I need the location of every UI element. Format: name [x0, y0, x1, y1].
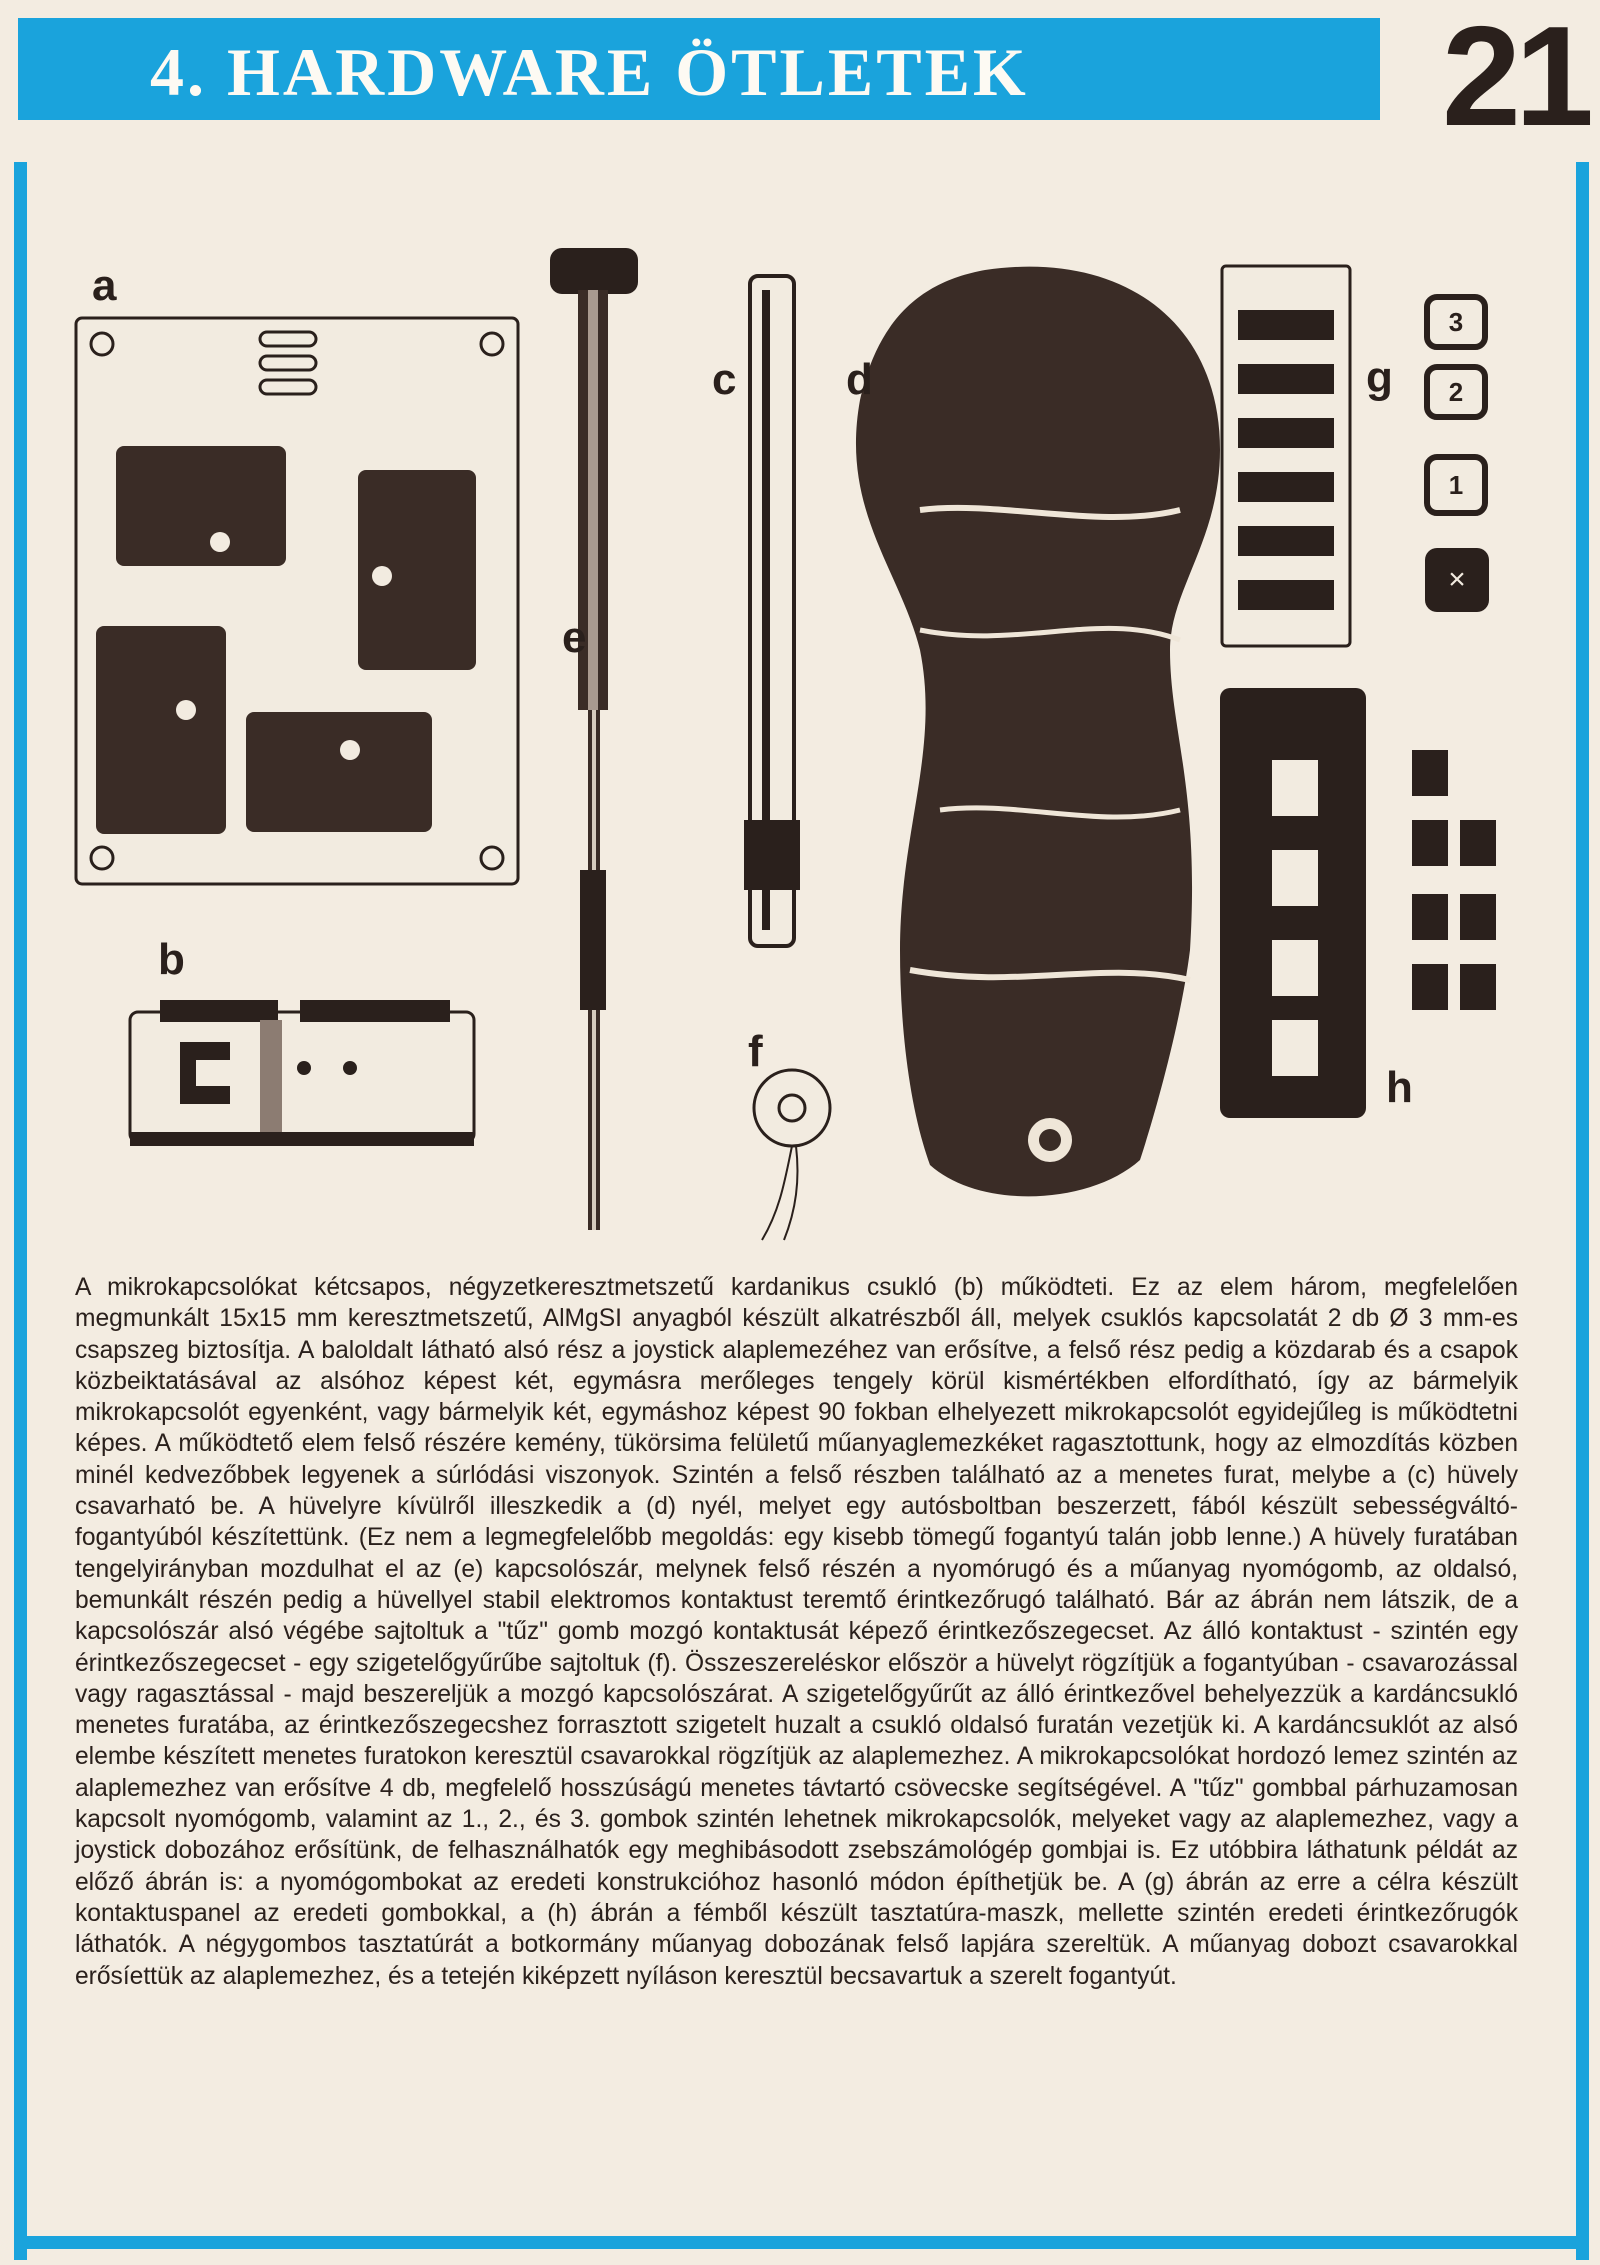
insulator-ring-illustration — [754, 1070, 830, 1240]
microswitch-board-illustration — [76, 318, 518, 884]
article-paragraph: A mikrokapcsolókat kétcsapos, négyzetkeresztmetszetű kardanikus csukló (b) működteti. Ez az elem három, megfelelően megmunkált 15x15 mm keresztmetszetű, AlMgSI anyagból készült alkatrészből áll, melyek csuklós kapcsolatát 2 db Ø 3 mm-es csapszeg biztosítja. A baloldalt látható alsó rész a joystick alaplemezéhez van erősítve, a felső rész pedig a közdarab és a csapok közbeiktatásával az alsóhoz képest két, egymásra merőleges tengely körül kismértékben elfordítható, így az bármelyik mikrokapcsolót egyenként, vagy bármelyik két, egymáshoz képest 90 fokban elhelyezett mikrokapcsolót egyidejűleg is működtetni képes. A működtető elem felső részére kemény, tükörsima felületű műanyaglemezkéket ragasztottunk, hogy az elmozdítás közben minél kedvezőbbek legyenek a súrlódási viszonyok. Szintén a felső részben található az a menetes furat, melybe a (c) hüvely csavarható be. A hüvelyre kívülről illeszkedik a (d) nyél, melyet egy autósboltban beszerzett, fából készült sebességváltó-fogantyúból készítettünk. (Ez nem a legmegfelelőbb megoldás: egy kisebb tömegű fogantyú talán jobb lenne.) A hüvely furatában tengelyirányban mozdulhat el az (e) kapcsolószár, melynek felső részén a nyomórugó és a műanyag nyomógomb, az oldalsó, bemunkált részén pedig a hüvellyel stabil elektromos kontaktust teremtő érintkezőrugó található. Bár az ábrán nem látszik, de a kapcsolószár alsó végébe sajtoltuk a "tűz" gomb mozgó kontaktusát képező érintkezőszegecset. Az álló kontaktust - szintén egy érintkezőszegecset - egy szigetelőgyűrűbe sajtoltuk (f). Összeszereléskor először a hüvelyt rögzítjük a fogantyúban - csavarozással vagy ragasztással - majd beszereljük a mozgó kapcsolószárat. A szigetelőgyűrűt az álló érintkezővel behelyezzük a kardáncsukló menetes furatába, az érintkezőszegecshez forrasztott szigetelt huzalt a csukló oldalsó furatán vezetjük ki. A kardáncsuklót az alsó elembe készített menetes furatokon keresztül csavarokkal rögzítjük az alaplemezhez. A mikrokapcsolókat hordozó lemez szintén az alaplemezhez van erősítve 4 db, megfelelő hosszúságú menetes távtartó csövecske segítségével. A "tűz" gombbal párhuzamosan kapcsolt nyomógomb, valamint az 1., 2., és 3. gombok szintén lehetnek mikrokapcsolók, melyeket vagy az alaplemezhez, vagy a joystick dobozához erősítünk, de felhasználhatók egy meghibásodott zsebszámológép gombjai is. Ez utóbbira láthatunk példát az előző ábrán is: a nyomógombokat az eredeti konstrukcióhoz hasonló módon építhetjük be. A (g) ábrán az erre a célra készült kontaktuspanel az eredeti gombokkal, a (h) ábrán a fémből készült tasztatúra-maszk, mellette szintén eredeti érintkezőrugók láthatók. A négygombos tasztatúrát a botkormány műanyag dobozának felső lapjára szereltük. A műanyag dobozt csavarokkal erősíettük az alaplemezhez, és a tetején kiképzett nyíláson keresztül becsavartuk a szerelt fogantyút. — [75, 1274, 1518, 1990]
sleeve-illustration — [744, 276, 800, 946]
figure-label-g: g — [1366, 353, 1393, 402]
figure-illustration — [40, 230, 1560, 1270]
figure-label-b: b — [158, 935, 185, 984]
keypad-key-1: 1 — [1448, 470, 1464, 500]
keypad-key-3: 3 — [1448, 307, 1464, 337]
figure-label-e: e — [562, 613, 587, 662]
keypad-key-clear: × — [1448, 563, 1466, 596]
switch-rod-illustration — [550, 248, 638, 1230]
figure-label-a: a — [92, 261, 117, 310]
figure-label-f: f — [748, 1027, 763, 1076]
keypad-mask-illustration — [1220, 688, 1366, 1118]
figure-label-h: h — [1386, 1063, 1413, 1112]
contact-springs-illustration — [1412, 750, 1496, 1010]
frame-border-left — [14, 162, 27, 2260]
contact-panel-illustration — [1222, 266, 1350, 646]
hardware-photo-figure — [40, 230, 1560, 1270]
frame-border-bottom — [14, 2236, 1589, 2249]
figure-label-d: d — [846, 355, 873, 404]
page-title: 4. HARDWARE ÖTLETEK — [150, 34, 1029, 110]
keypad-key-2: 2 — [1448, 377, 1464, 407]
frame-border-right — [1576, 162, 1589, 2260]
page-number: 21 — [1442, 0, 1588, 156]
figure-label-c: c — [712, 355, 737, 404]
article-body — [75, 1272, 1518, 1992]
handle-illustration — [856, 267, 1220, 1197]
cardan-joint-illustration — [130, 1000, 474, 1146]
